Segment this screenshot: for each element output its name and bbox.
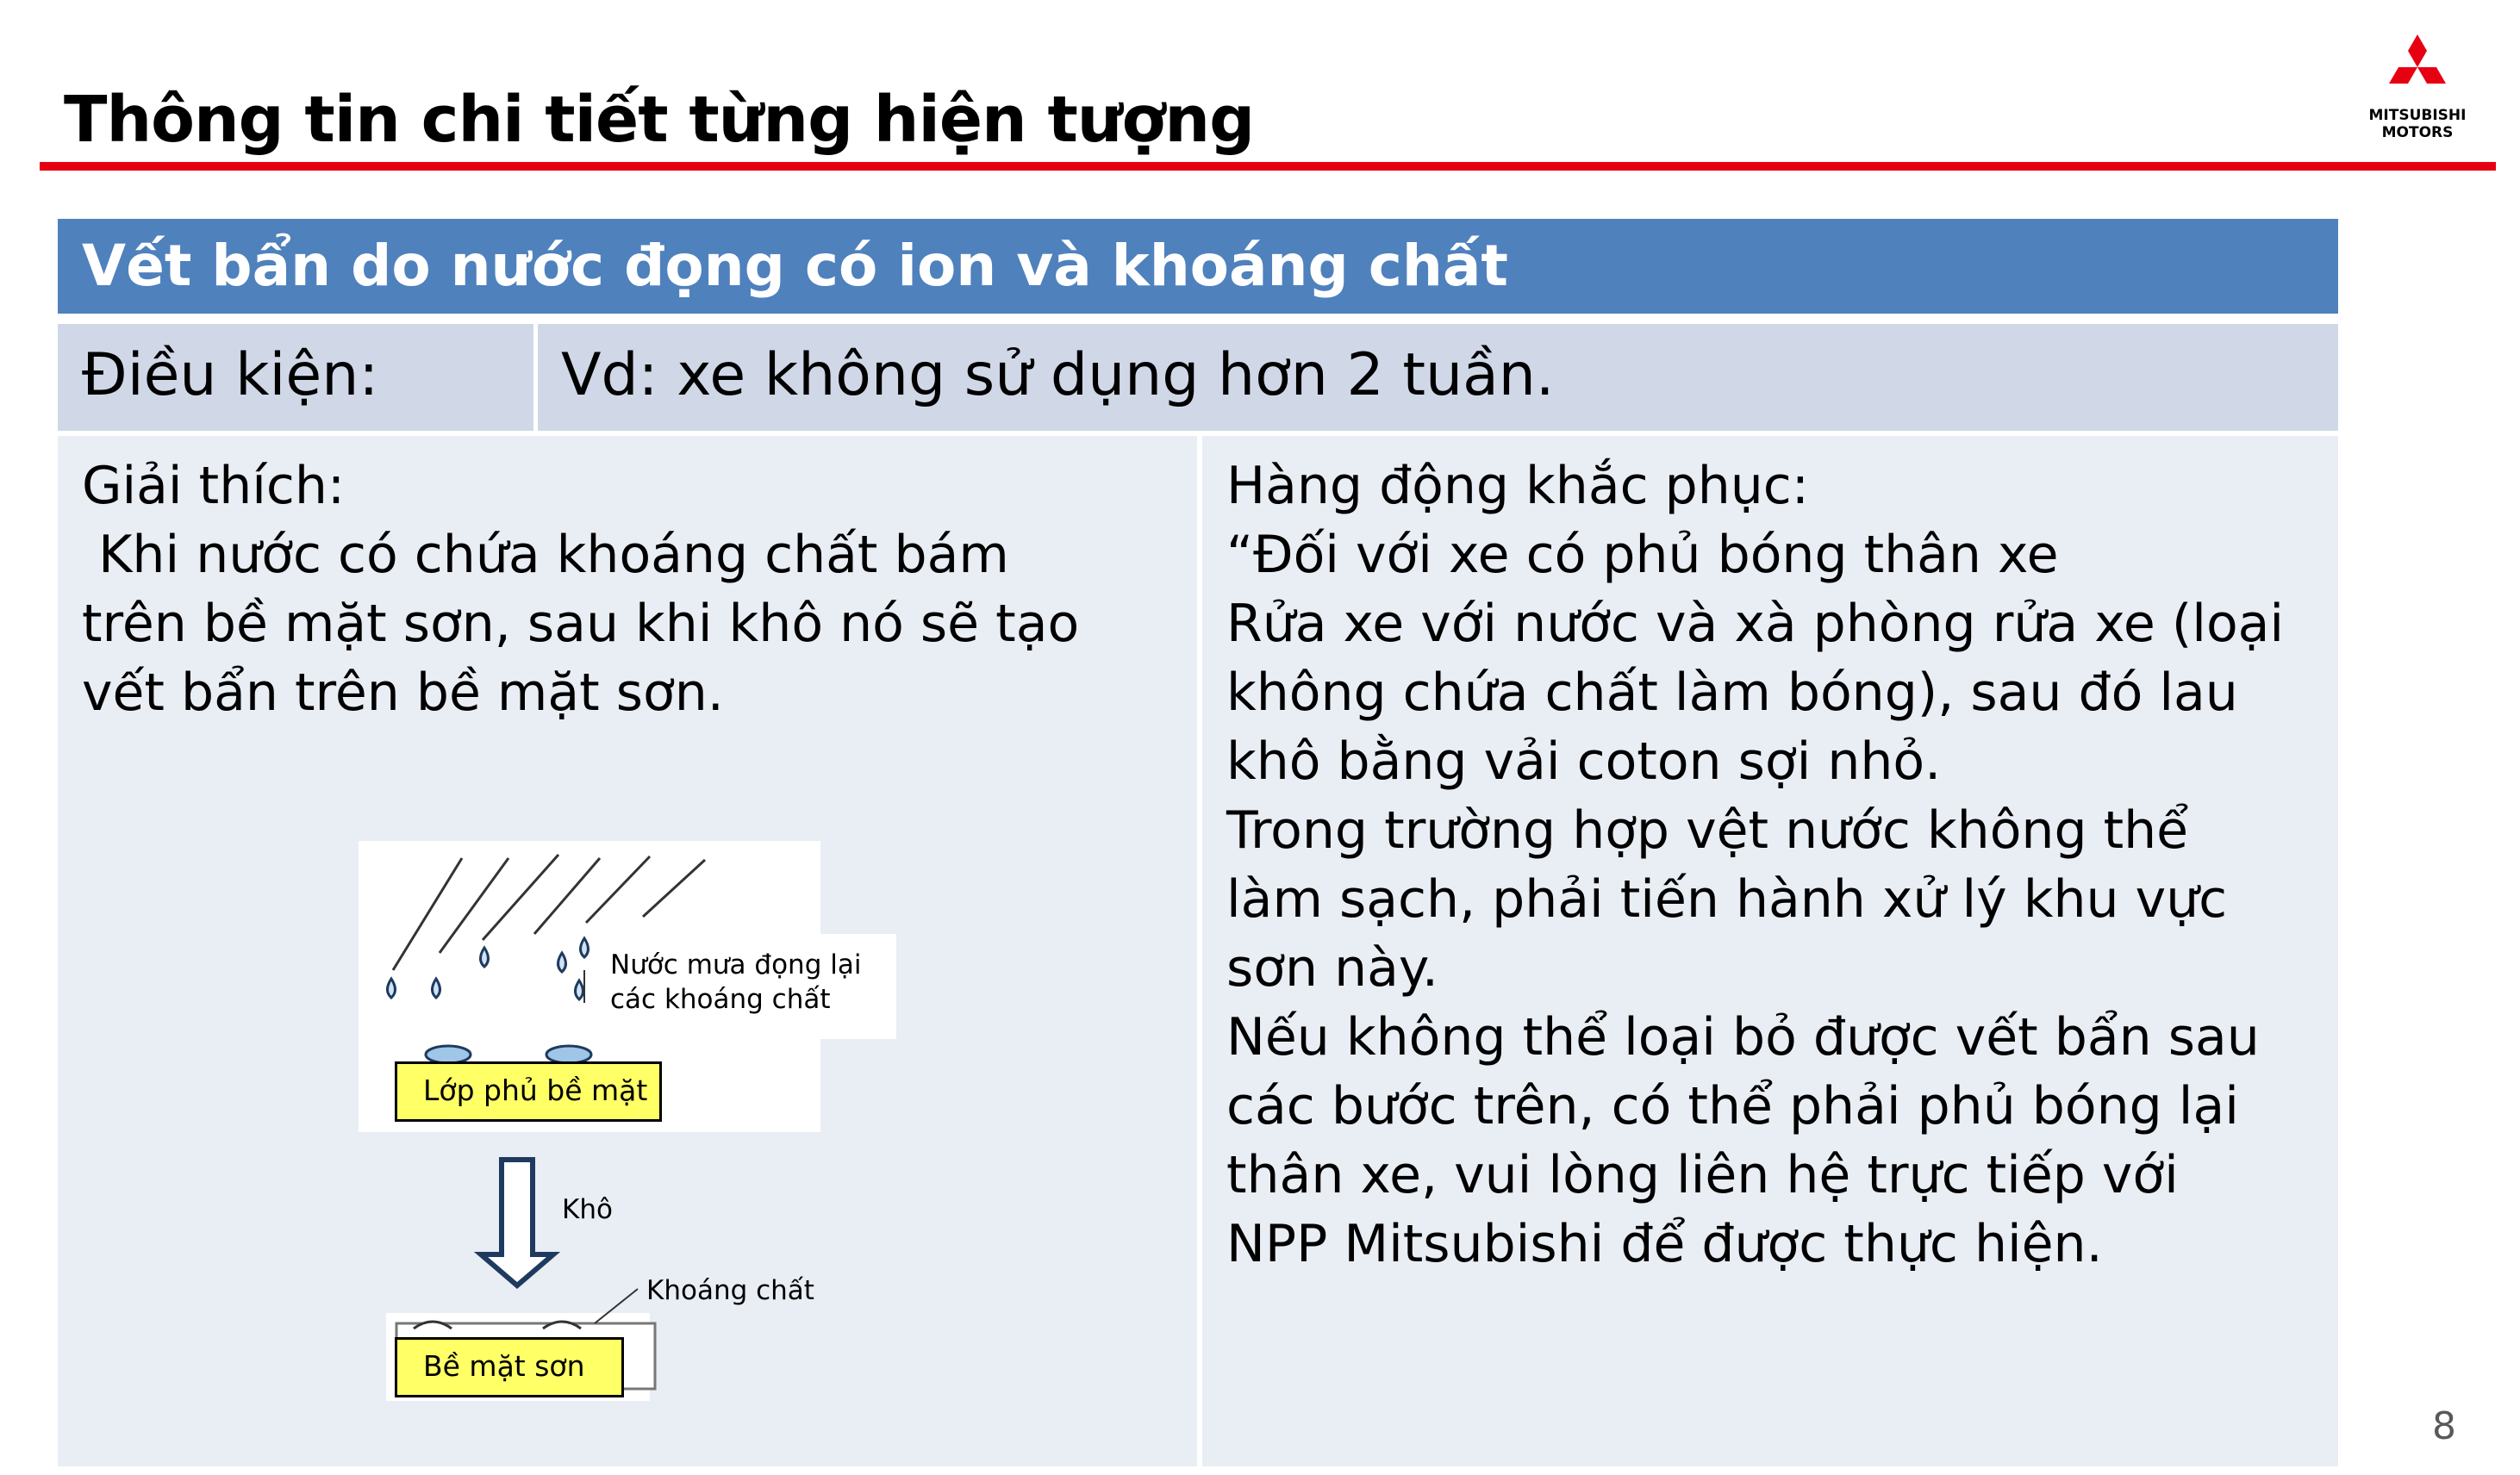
coating-label-box: Lớp phủ bề mặt — [395, 1061, 662, 1122]
action-cell — [1202, 436, 2338, 1466]
action-line: khô bằng vải coton sợi nhỏ. — [1226, 731, 1942, 792]
mitsubishi-logo — [2358, 34, 2477, 146]
explanation-line: vết bẩn trên bề mặt sơn. — [82, 663, 724, 723]
action-line: Rửa xe với nước và xà phòng rửa xe (loại — [1226, 594, 2285, 654]
condition-divider — [533, 324, 538, 431]
mineral-label: Khoáng chất — [646, 1275, 814, 1306]
logo-word-mitsubishi: MITSUBISHI — [2368, 107, 2467, 124]
condition-label: Điều kiện: — [82, 341, 379, 409]
three-diamonds-icon — [2377, 34, 2458, 103]
explanation-line: Khi nước có chứa khoáng chất bám — [82, 525, 1009, 585]
dry-label: Khô — [562, 1194, 613, 1225]
action-line: “Đối với xe có phủ bóng thân xe — [1226, 525, 2059, 585]
explanation-line: Giải thích: — [82, 456, 346, 516]
action-line: thân xe, vui lòng liên hệ trực tiếp với — [1226, 1145, 2179, 1205]
explanation-text — [82, 451, 1079, 727]
condition-value: Vd: xe không sử dụng hơn 2 tuần. — [561, 341, 1555, 409]
action-line: Hàng động khắc phục: — [1226, 456, 1809, 516]
paint-surface-label-box: Bề mặt sơn — [395, 1337, 624, 1397]
action-text — [1226, 451, 2284, 1279]
rain-label-line2: các khoáng chất — [610, 984, 831, 1015]
action-line: các bước trên, có thể phải phủ bóng lại — [1226, 1076, 2239, 1136]
water-spot-diagram — [353, 841, 905, 1410]
action-line: làm sạch, phải tiến hành xử lý khu vực — [1226, 869, 2228, 930]
title-underline — [40, 162, 2496, 171]
action-line: sơn này. — [1226, 938, 1438, 999]
condition-row — [58, 324, 2338, 431]
action-line: NPP Mitsubishi để được thực hiện. — [1226, 1214, 2103, 1274]
action-line: Nếu không thể loại bỏ được vết bẩn sau — [1226, 1007, 2260, 1067]
section-header — [58, 219, 2338, 314]
action-line: Trong trường hợp vệt nước không thể — [1226, 800, 2189, 861]
page-title: Thông tin chi tiết từng hiện tượng — [64, 83, 1255, 157]
page-number: 8 — [2432, 1404, 2456, 1448]
rain-label-line1: Nước mưa đọng lại — [610, 949, 862, 980]
action-line: không chứa chất làm bóng), sau đó lau — [1226, 663, 2238, 723]
section-title: Vết bẩn do nước đọng có ion và khoáng chất — [82, 233, 1508, 299]
logo-word-motors: MOTORS — [2381, 124, 2454, 141]
explanation-line: trên bề mặt sơn, sau khi khô nó sẽ tạo — [82, 594, 1080, 654]
diagram-illustration — [353, 841, 905, 1410]
